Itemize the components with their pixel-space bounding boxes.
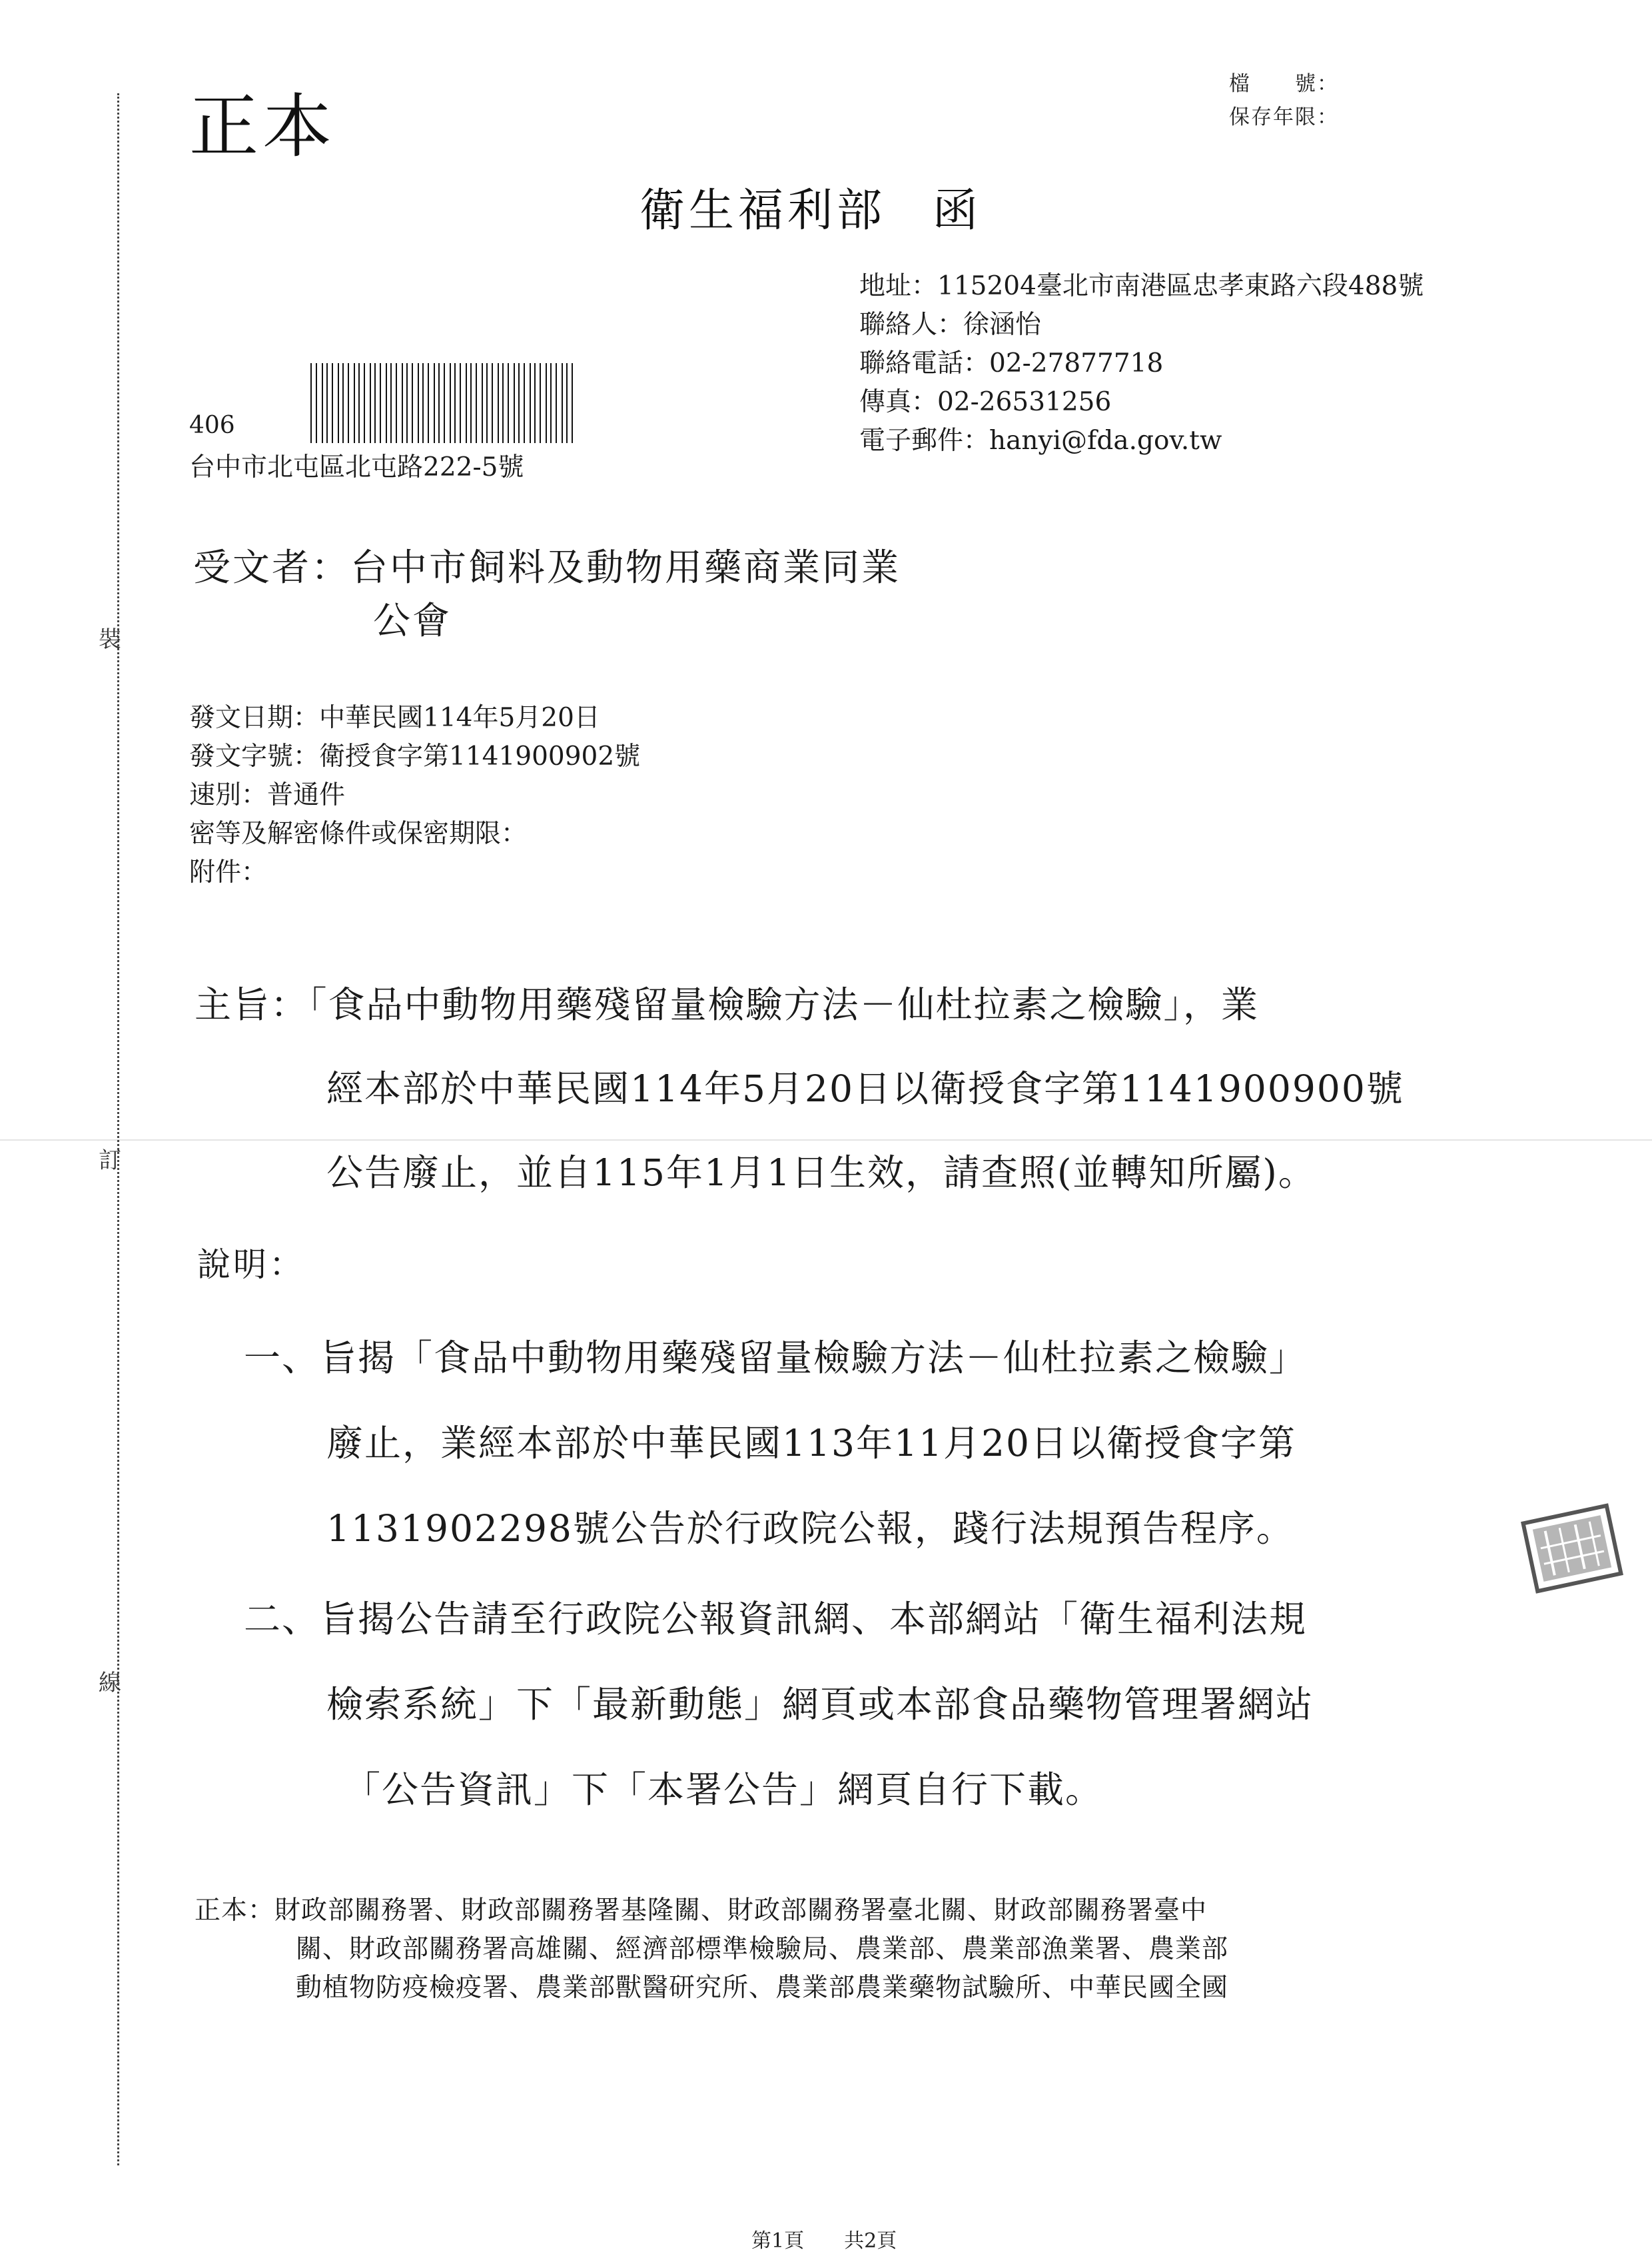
- binding-mark-zhuang: 裝: [99, 626, 121, 653]
- paper-fold-crease: [0, 1139, 1652, 1141]
- barcode-bar: [332, 363, 333, 443]
- barcode-bar: [438, 363, 440, 443]
- barcode-bar: [556, 363, 557, 443]
- contact-phone: 聯絡電話：02-27877718: [859, 348, 1164, 378]
- contact-email: 電子郵件：hanyi@fda.gov.tw: [859, 426, 1222, 456]
- barcode-bar: [466, 363, 467, 443]
- barcode-bar: [540, 363, 541, 443]
- barcode-bar: [498, 363, 499, 443]
- barcode-bar: [572, 363, 573, 443]
- official-seal-stamp: [1520, 1502, 1624, 1594]
- barcode-bar: [310, 363, 312, 443]
- contact-address: 地址：115204臺北市南港區忠孝東路六段488號: [859, 271, 1424, 301]
- barcode-bar: [562, 363, 563, 443]
- contact-person: 聯絡人：徐涵怡: [859, 310, 1042, 340]
- barcode-bar: [390, 363, 392, 443]
- retention-period-label: 保存年限：: [1229, 105, 1339, 129]
- barcode-bar: [348, 363, 349, 443]
- barcode-bar: [358, 363, 360, 443]
- mailing-address: 台中市北屯區北屯路222-5號: [189, 452, 524, 482]
- binding-mark-ding: 訂: [99, 1147, 121, 1174]
- barcode-bar: [338, 363, 339, 443]
- barcode-bar: [450, 363, 451, 443]
- barcode-bar: [418, 363, 419, 443]
- barcode-bar: [470, 363, 472, 443]
- contact-fax: 傳真：02-26531256: [859, 387, 1112, 417]
- subject-line-1: 主旨：「食品中動物用藥殘留量檢驗方法－仙杜拉素之檢驗」，業: [195, 983, 1260, 1026]
- barcode-bar: [370, 363, 371, 443]
- barcode-bar: [326, 363, 328, 443]
- explanation-item-2-line-2: 檢索系統」下「最新動態」網頁或本部食品藥物管理署網站: [326, 1683, 1314, 1726]
- barcode-bar: [486, 363, 488, 443]
- postal-code: 406: [189, 412, 235, 439]
- page-number: 第1頁: [751, 2229, 805, 2253]
- explanation-heading: 說明：: [197, 1245, 305, 1284]
- secrecy-level: 密等及解密條件或保密期限：: [189, 819, 528, 849]
- barcode-bar: [316, 363, 317, 443]
- barcode-bar: [434, 363, 435, 443]
- barcode-bar: [518, 363, 520, 443]
- barcode-bar: [422, 363, 424, 443]
- barcode-bar: [482, 363, 483, 443]
- copies-line-1: 正本：財政部關務署、財政部關務署基隆關、財政部關務署臺北關、財政部關務署臺中: [195, 1896, 1208, 1926]
- document-type: 函: [933, 185, 983, 237]
- issuing-organization: 衛生福利部: [639, 185, 887, 237]
- page-total: 共2頁: [844, 2229, 897, 2253]
- barcode-bar: [550, 363, 552, 443]
- barcode-bar: [444, 363, 445, 443]
- attachments: 附件：: [189, 857, 268, 887]
- copies-line-2: 關、財政部關務署高雄關、經濟部標準檢驗局、農業部、農業部漁業署、農業部: [296, 1934, 1229, 1964]
- barcode-bar: [566, 363, 568, 443]
- postal-barcode: [310, 363, 574, 443]
- barcode-bar: [412, 363, 413, 443]
- explanation-item-2-line-3: 「公告資訊」下「本署公告」網頁自行下載。: [344, 1768, 1104, 1811]
- barcode-bar: [454, 363, 456, 443]
- barcode-bar: [406, 363, 408, 443]
- recipient-line-1: 受文者：台中市飼料及動物用藥商業同業: [193, 546, 901, 590]
- barcode-bar: [546, 363, 547, 443]
- barcode-bar: [402, 363, 403, 443]
- explanation-item-1-line-2: 廢止，業經本部於中華民國113年11月20日以衛授食字第: [326, 1422, 1296, 1464]
- subject-line-2: 經本部於中華民國114年5月20日以衛授食字第1141900900號: [326, 1067, 1404, 1110]
- barcode-bar: [364, 363, 365, 443]
- issue-date: 發文日期：中華民國114年5月20日: [189, 703, 600, 733]
- barcode-bar: [386, 363, 387, 443]
- copy-mark: 正本: [189, 86, 336, 167]
- barcode-bar: [524, 363, 525, 443]
- barcode-bar: [530, 363, 531, 443]
- barcode-bar: [502, 363, 504, 443]
- barcode-bar: [460, 363, 461, 443]
- document-title: [639, 175, 982, 239]
- explanation-item-1-line-1: 一、旨揭「食品中動物用藥殘留量檢驗方法－仙杜拉素之檢驗」: [244, 1337, 1308, 1379]
- barcode-bar: [380, 363, 381, 443]
- recipient-line-2: 公會: [373, 600, 452, 643]
- binding-dotted-line: [117, 93, 119, 2165]
- copies-line-3: 動植物防疫檢疫署、農業部獸醫研究所、農業部農業藥物試驗所、中華民國全國: [296, 1973, 1229, 2003]
- subject-line-3: 公告廢止，並自115年1月1日生效，請查照(並轉知所屬)。: [326, 1151, 1316, 1194]
- barcode-bar: [508, 363, 509, 443]
- delivery-speed: 速別：普通件: [189, 780, 346, 810]
- barcode-bar: [342, 363, 344, 443]
- barcode-bar: [354, 363, 355, 443]
- explanation-item-2-line-1: 二、旨揭公告請至行政院公報資訊網、本部網站「衛生福利法規: [244, 1598, 1308, 1640]
- barcode-bar: [514, 363, 515, 443]
- explanation-item-1-line-3: 1131902298號公告於行政院公報，踐行法規預告程序。: [326, 1507, 1294, 1550]
- file-number-label: 檔 號：: [1229, 72, 1339, 96]
- barcode-bar: [322, 363, 323, 443]
- barcode-bar: [374, 363, 376, 443]
- barcode-bar: [396, 363, 397, 443]
- barcode-bar: [534, 363, 536, 443]
- barcode-bar: [476, 363, 477, 443]
- barcode-bar: [492, 363, 493, 443]
- reference-number: 發文字號：衛授食字第1141900902號: [189, 742, 641, 772]
- barcode-bar: [428, 363, 429, 443]
- binding-mark-xian: 線: [99, 1670, 121, 1696]
- page-footer: [751, 2224, 897, 2253]
